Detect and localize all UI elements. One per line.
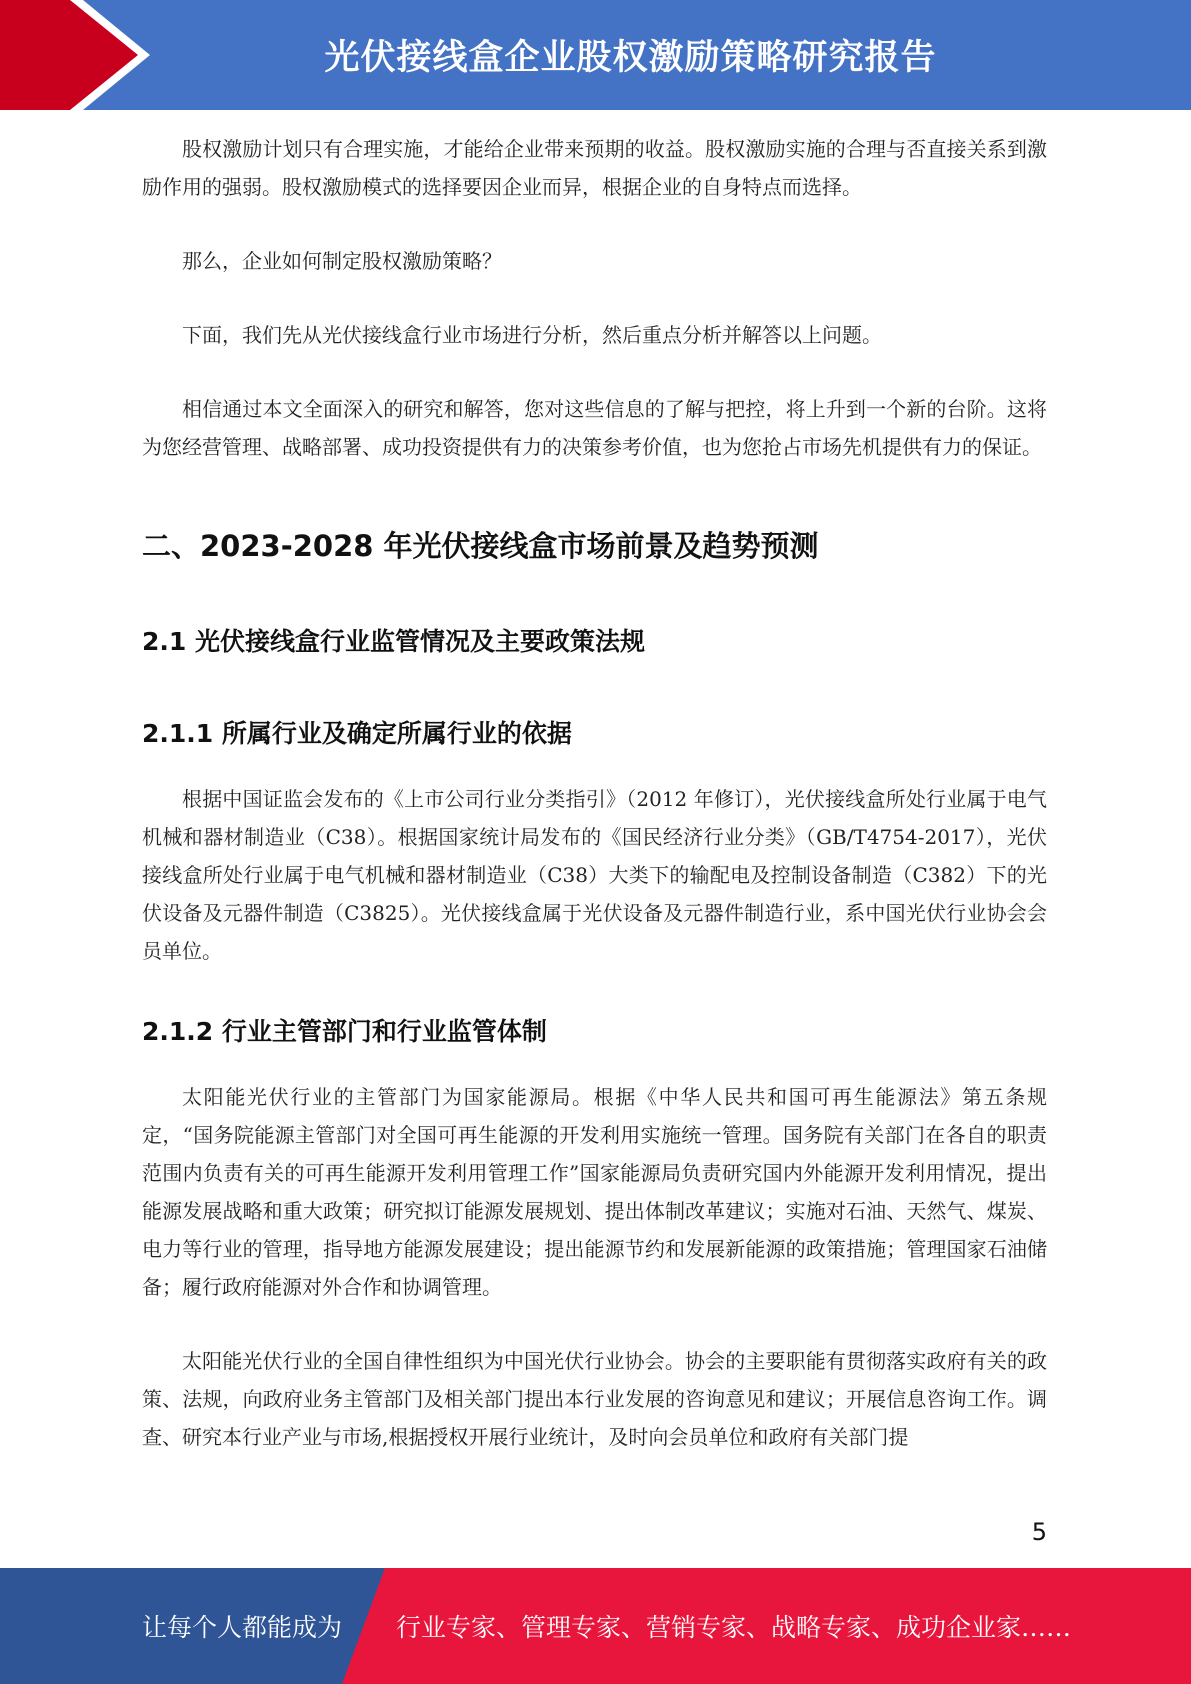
paragraph: 太阳能光伏行业的主管部门为国家能源局。根据《中华人民共和国可再生能源法》第五条规定，“国务院能源主管部门对全国可再生能源的开发利用实施统一管理。国务院有关部门在各自的职责范围内负责有关的可再生能源开发利用管理工作”国家能源局负责研究国内外能源开发利用情况，提出能源发展战略和重大政策；研究拟订能源发展规划、提出体制改革建议；实施对石油、天然气、煤炭、电力等行业的管理，指导地方能源发展建设；提出能源节约和发展新能源的政策措施；管理国家石油储备；履行政府能源对外合作和协调管理。 <box>142 1085 1047 1299</box>
page-footer <box>0 1568 1191 1684</box>
paragraph: 那么，企业如何制定股权激励策略？ <box>182 249 502 273</box>
subsubsection-heading: 2.1.1 所属行业及确定所属行业的依据 <box>142 719 572 748</box>
footer-slogan-right: 行业专家、管理专家、营销专家、战略专家、成功企业家…… <box>396 1613 1072 1642</box>
document-body <box>142 130 1047 1492</box>
subsection-heading: 2.1 光伏接线盒行业监管情况及主要政策法规 <box>142 627 645 656</box>
footer-slogan-left: 让每个人都能成为 <box>142 1613 343 1642</box>
paragraph: 相信通过本文全面深入的研究和解答，您对这些信息的了解与把控，将上升到一个新的台阶。这将为您经营管理、战略部署、成功投资提供有力的决策参考价值，也为您抢占市场先机提供有力的保证。 <box>142 397 1047 459</box>
section-heading: 二、2023-2028 年光伏接线盒市场前景及趋势预测 <box>142 529 819 563</box>
page-number: 5 <box>1031 1518 1047 1546</box>
page-header <box>0 0 1191 110</box>
paragraph: 根据中国证监会发布的《上市公司行业分类指引》（2012 年修订），光伏接线盒所处行业属于电气机械和器材制造业（C38）。根据国家统计局发布的《国民经济行业分类》（GB/T4754-2017），光伏接线盒所处行业属于电气机械和器材制造业（C38）大类下的输配电及控制设备制造（C382）下的光伏设备及元器件制造（C3825）。光伏接线盒属于光伏设备及元器件制造行业，系中国光伏行业协会会员单位。 <box>142 787 1047 963</box>
paragraph: 股权激励计划只有合理实施，才能给企业带来预期的收益。股权激励实施的合理与否直接关系到激励作用的强弱。股权激励模式的选择要因企业而异，根据企业的自身特点而选择。 <box>142 137 1047 199</box>
subsubsection-heading: 2.1.2 行业主管部门和行业监管体制 <box>142 1017 547 1046</box>
paragraph: 下面，我们先从光伏接线盒行业市场进行分析，然后重点分析并解答以上问题。 <box>182 323 882 347</box>
report-title: 光伏接线盒企业股权激励策略研究报告 <box>324 38 937 78</box>
header-red-chevron <box>0 0 150 110</box>
paragraph: 太阳能光伏行业的全国自律性组织为中国光伏行业协会。协会的主要职能有贯彻落实政府有关的政策、法规，向政府业务主管部门及相关部门提出本行业发展的咨询意见和建议；开展信息咨询工作。调查、研究本行业产业与市场,根据授权开展行业统计，及时向会员单位和政府有关部门提 <box>142 1349 1047 1449</box>
